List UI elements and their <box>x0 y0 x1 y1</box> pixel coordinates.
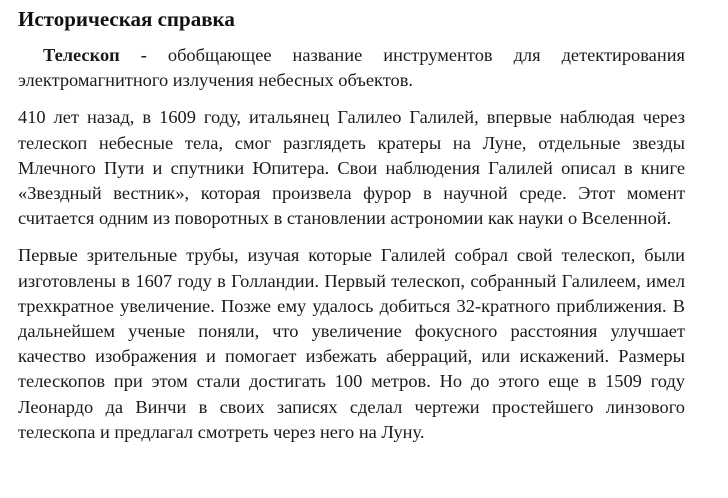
paragraph-galileo-1609: 410 лет назад, в 1609 году, итальянец Галилео Галилей, впервые наблюдая через телескоп небесные тела, смог разглядеть кратеры на Луне, отдельные звезды Млечного Пути и спутники Юпитера. Свои наблюдения Галилей описал в книге «Звездный вестник», которая произвела фурор в научной среде. Этот момент считается одним из поворотных в становлении астрономии как науки о Вселенной. <box>18 107 685 229</box>
term-telescope: Телескоп - <box>43 45 147 65</box>
intro-definition: обобщающее название инструментов для детектирования электромагнитного излучения небесных объектов. <box>18 45 685 91</box>
document-body <box>18 6 685 445</box>
intro-paragraph <box>18 43 685 93</box>
page-title: Историческая справка <box>18 7 235 31</box>
paragraph-first-telescopes: Первые зрительные трубы, изучая которые Галилей собрал свой телескоп, были изготовлены в 1607 году в Голландии. Первый телескоп, собранный Галилеем, имел трехкратное увеличение. Позже ему удалось добиться 32-кратного приближения. В дальнейшем ученые поняли, что увеличение фокусного расстояния улучшает качество изображения и помогает избежать аберраций, или искажений. Размеры телескопов при этом стали достигать 100 метров. Но до этого еще в 1509 году Леонардо да Винчи в своих записях сделал чертежи простейшего линзового телескопа и предлагал смотреть через него на Луну. <box>18 245 685 442</box>
